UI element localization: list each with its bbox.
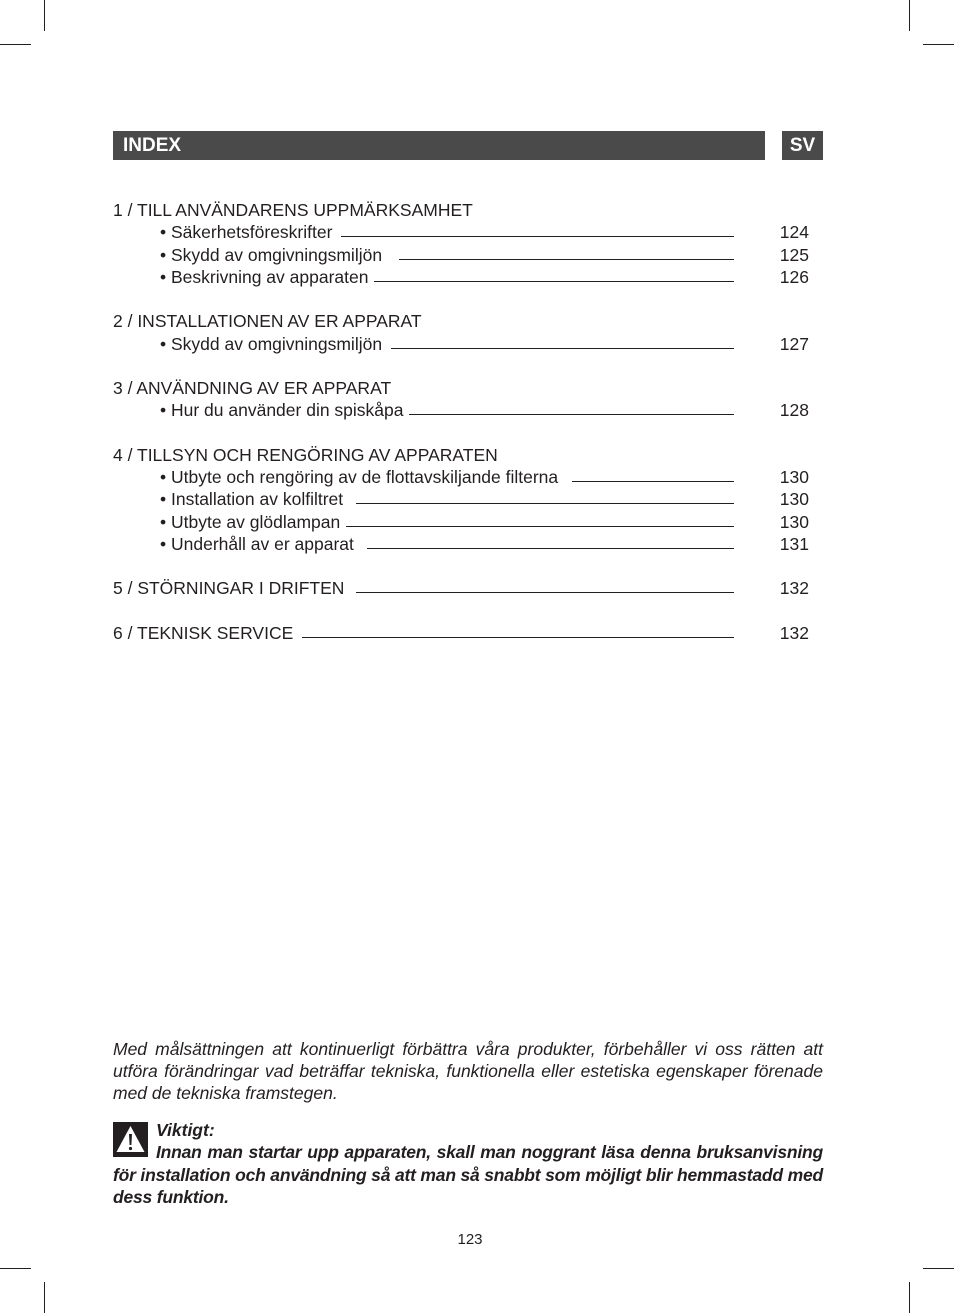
crop-mark xyxy=(44,1282,45,1313)
toc-entry[interactable] xyxy=(113,622,734,644)
toc-entry[interactable] xyxy=(160,333,734,355)
dot-leader xyxy=(356,488,734,504)
toc-entry[interactable] xyxy=(160,244,734,266)
toc-entry[interactable] xyxy=(113,577,734,599)
index-header: INDEX xyxy=(113,131,765,160)
toc-section-title: 5 / STÖRNINGAR I DRIFTEN xyxy=(113,578,345,598)
toc-page-number: 130 xyxy=(779,489,809,509)
toc-entry-label: • Hur du använder din spiskåpa xyxy=(160,400,404,420)
toc-section-title[interactable]: 3 / ANVÄNDNING AV ER APPARAT xyxy=(113,378,392,398)
dot-leader xyxy=(572,466,734,482)
toc-section-title: 6 / TEKNISK SERVICE xyxy=(113,623,294,643)
toc-entry-label: • Skydd av omgivningsmiljön xyxy=(160,245,383,265)
dot-leader xyxy=(391,333,734,349)
toc-section-title[interactable]: 1 / TILL ANVÄNDARENS UPPMÄRKSAMHET xyxy=(113,200,473,220)
dot-leader xyxy=(399,244,734,260)
toc-entry-label: • Utbyte av glödlampan xyxy=(160,512,341,532)
toc-entry-label: • Beskrivning av apparaten xyxy=(160,267,369,287)
dot-leader xyxy=(346,511,734,527)
crop-mark xyxy=(923,44,954,45)
toc-entry[interactable] xyxy=(160,266,734,288)
toc-section-title[interactable]: 2 / INSTALLATIONEN AV ER APPARAT xyxy=(113,311,422,331)
toc-entry-label: • Underhåll av er apparat xyxy=(160,534,354,554)
toc-page-number: 128 xyxy=(779,400,809,420)
improvement-notice: Med målsättningen att kontinuerligt förbättra våra produkter, förbehåller vi oss rätten att utföra förändringar vad beträffar tekniska, funktionella eller estetiska egenskaper förenade med de tekniska framstegen. xyxy=(113,1039,823,1103)
toc-page-number: 130 xyxy=(779,467,809,487)
warning-text: Innan man startar upp apparaten, skall man noggrant läsa denna bruksanvisning för installation och användning så att man så snabbt som möjligt blir hemmastadd med dess funktion. xyxy=(113,1142,823,1207)
language-badge: SV xyxy=(782,131,823,160)
toc-page-number: 125 xyxy=(779,245,809,265)
toc-entry-label: • Utbyte och rengöring av de flottavskiljande filterna xyxy=(160,467,559,487)
toc-page-number: 130 xyxy=(779,512,809,532)
crop-mark xyxy=(909,1282,910,1313)
page-number: 123 xyxy=(457,1231,483,1248)
toc-entry[interactable] xyxy=(160,399,734,421)
toc-page-number: 124 xyxy=(779,222,809,242)
dot-leader xyxy=(356,577,734,593)
dot-leader xyxy=(341,221,734,237)
toc-entry-label: • Säkerhetsföreskrifter xyxy=(160,222,333,242)
toc-entry[interactable] xyxy=(160,466,734,488)
toc-entry[interactable] xyxy=(160,488,734,510)
crop-mark xyxy=(923,1268,954,1269)
dot-leader xyxy=(409,399,735,415)
dot-leader xyxy=(374,266,734,282)
dot-leader xyxy=(302,622,734,638)
warning-title: Viktigt: xyxy=(156,1120,215,1140)
toc-page-number: 127 xyxy=(779,334,809,354)
toc-entry[interactable] xyxy=(160,511,734,533)
crop-mark xyxy=(909,0,910,31)
toc-page-number: 132 xyxy=(779,578,809,598)
toc-page-number: 126 xyxy=(779,267,809,287)
toc-entry[interactable] xyxy=(160,533,734,555)
toc-page-number: 132 xyxy=(779,623,809,643)
crop-mark xyxy=(44,0,45,31)
crop-mark xyxy=(0,44,31,45)
toc-entry-label: • Skydd av omgivningsmiljön xyxy=(160,334,383,354)
toc-entry[interactable] xyxy=(160,221,734,243)
toc-page-number: 131 xyxy=(779,534,809,554)
toc-section-title[interactable]: 4 / TILLSYN OCH RENGÖRING AV APPARATEN xyxy=(113,445,498,465)
toc-entry-label: • Installation av kolfiltret xyxy=(160,489,344,509)
crop-mark xyxy=(0,1268,31,1269)
dot-leader xyxy=(367,533,734,549)
